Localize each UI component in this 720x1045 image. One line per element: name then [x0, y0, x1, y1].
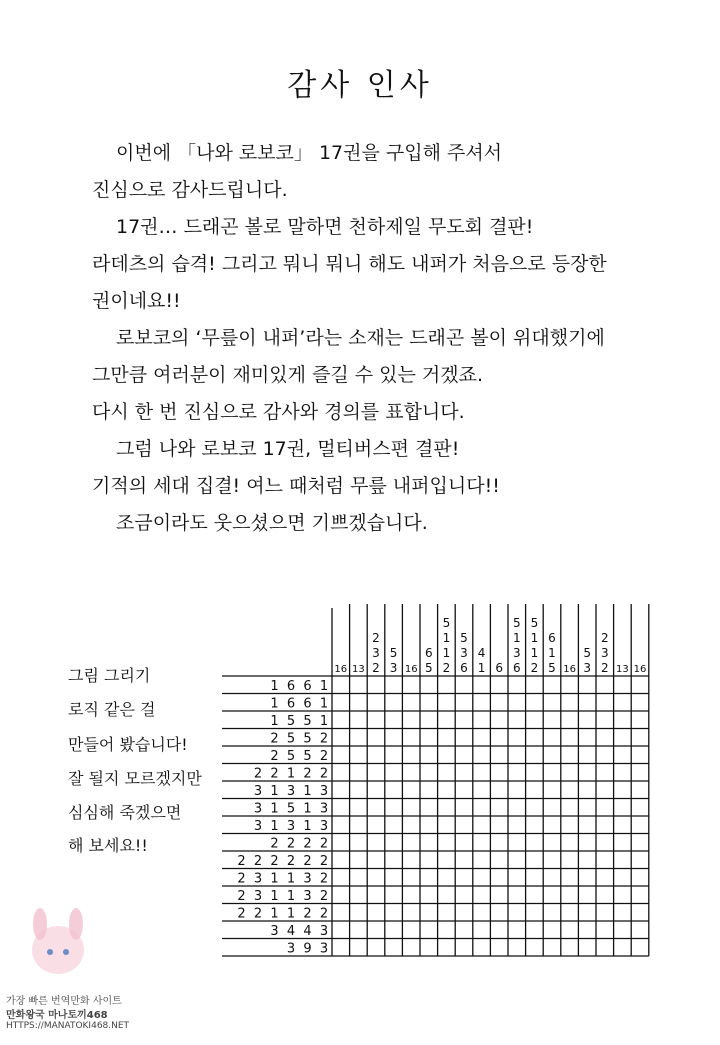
- column-clue-number: 6: [512, 661, 521, 675]
- column-clue-number: 2: [372, 631, 380, 645]
- row-clue-number: 2: [319, 888, 329, 904]
- letter-line: 로보코의 ‘무릎이 내퍼’라는 소재는 드래곤 볼이 위대했기에: [116, 327, 605, 349]
- watermark-line: 가장 빠른 번역만화 사이트: [6, 996, 122, 1007]
- row-clue-number: 3: [253, 871, 263, 887]
- column-clue-number: 1: [477, 661, 486, 675]
- row-clue-number: 2: [303, 853, 312, 869]
- column-clue-number: 4: [477, 646, 486, 660]
- row-clue-number: 5: [286, 748, 296, 764]
- note-line: 해 보세요!!: [68, 836, 148, 855]
- column-clue-number: 5: [530, 616, 539, 630]
- column-clue-number: 1: [530, 646, 539, 660]
- column-clue-number: 5: [460, 631, 468, 645]
- row-clue-number: 1: [270, 696, 279, 712]
- note-line: 심심해 죽겠으면: [68, 803, 182, 822]
- row-clue-number: 5: [303, 713, 312, 729]
- column-clue-number: 13: [352, 664, 365, 675]
- column-clue-number: 1: [548, 646, 556, 660]
- letter-line: 조금이라도 웃으셨으면 기쁘겠습니다.: [116, 512, 428, 534]
- column-clue-number: 6: [495, 661, 504, 675]
- column-clue-number: 2: [372, 661, 380, 675]
- row-clue-number: 2: [319, 906, 329, 922]
- row-clue-number: 2: [237, 853, 246, 869]
- row-clue-number: 2: [286, 853, 296, 869]
- column-clue-number: 5: [583, 646, 592, 660]
- row-clue-number: 1: [270, 801, 279, 817]
- row-clue-number: 6: [286, 678, 296, 694]
- column-clue-number: 3: [583, 661, 592, 675]
- row-clue-number: 5: [286, 801, 296, 817]
- row-clue-number: 4: [286, 923, 296, 939]
- column-clue-number: 3: [600, 646, 609, 660]
- row-clue-number: 3: [319, 801, 329, 817]
- row-clue-number: 3: [253, 818, 263, 834]
- row-clue-number: 3: [253, 801, 263, 817]
- watermark-line: 만화왕국 마나토끼468: [6, 1010, 108, 1021]
- row-clue-number: 5: [286, 731, 296, 747]
- row-clue-number: 3: [319, 923, 329, 939]
- column-clue-number: 16: [563, 664, 576, 675]
- row-clue-number: 1: [319, 696, 329, 712]
- row-clue-number: 2: [319, 766, 329, 782]
- row-clue-number: 5: [303, 731, 312, 747]
- row-clue-number: 2: [237, 888, 246, 904]
- row-clue-number: 2: [253, 906, 263, 922]
- row-clue-number: 1: [286, 906, 296, 922]
- row-clue-number: 2: [270, 748, 279, 764]
- row-clue-number: 1: [319, 678, 329, 694]
- row-clue-number: 1: [270, 713, 279, 729]
- row-clue-number: 1: [270, 906, 279, 922]
- column-clue-number: 5: [442, 616, 451, 630]
- row-clue-number: 2: [270, 766, 279, 782]
- column-clue-number: 2: [530, 661, 539, 675]
- row-clue-number: 2: [319, 836, 329, 852]
- row-clue-number: 2: [270, 853, 279, 869]
- letter-line: 17권… 드래곤 볼로 말하면 천하제일 무도회 결판!: [116, 216, 534, 238]
- column-clue-number: 5: [548, 661, 556, 675]
- row-clue-number: 5: [286, 713, 296, 729]
- row-clue-number: 6: [286, 696, 296, 712]
- column-clue-number: 6: [460, 661, 468, 675]
- note-line: 그림 그리기: [68, 666, 151, 685]
- column-clue-number: 1: [442, 646, 451, 660]
- row-clue-number: 1: [270, 783, 279, 799]
- column-clue-number: 1: [442, 631, 451, 645]
- row-clue-number: 1: [303, 801, 312, 817]
- row-clue-number: 2: [319, 731, 329, 747]
- row-clue-number: 1: [270, 678, 279, 694]
- row-clue-number: 2: [270, 836, 279, 852]
- row-clue-number: 1: [303, 818, 312, 834]
- letter-line: 권이네요!!: [92, 290, 181, 312]
- row-clue-number: 3: [319, 941, 329, 957]
- watermark-line: HTTPS://MANATOKI468.NET: [6, 1021, 130, 1031]
- row-clue-number: 6: [303, 678, 312, 694]
- row-clue-number: 3: [286, 783, 296, 799]
- column-clue-number: 2: [600, 631, 609, 645]
- row-clue-number: 1: [319, 713, 329, 729]
- row-clue-number: 3: [303, 888, 312, 904]
- row-clue-number: 3: [253, 888, 263, 904]
- letter-line: 그만큼 여러분이 재미있게 즐길 수 있는 거겠죠.: [92, 364, 484, 386]
- row-clue-number: 3: [319, 783, 329, 799]
- column-clue-number: 3: [372, 646, 380, 660]
- column-clue-number: 1: [530, 631, 539, 645]
- row-clue-number: 3: [286, 818, 296, 834]
- row-clue-number: 2: [253, 766, 263, 782]
- site-watermark: [0, 900, 140, 1040]
- row-clue-number: 2: [237, 906, 246, 922]
- column-clue-number: 5: [389, 646, 398, 660]
- row-clue-number: 1: [286, 888, 296, 904]
- row-clue-number: 2: [286, 836, 296, 852]
- letter-line: 다시 한 번 진심으로 감사와 경의를 표합니다.: [92, 401, 465, 423]
- letter-line: 그럼 나와 로보코 17권, 멀티버스편 결판!: [116, 438, 460, 460]
- row-clue-number: 5: [303, 748, 312, 764]
- row-clue-number: 1: [286, 766, 296, 782]
- row-clue-number: 3: [319, 818, 329, 834]
- row-clue-number: 1: [303, 783, 312, 799]
- column-clue-number: 5: [512, 616, 521, 630]
- row-clue-number: 2: [270, 731, 279, 747]
- row-clue-number: 1: [270, 818, 279, 834]
- column-clue-number: 16: [404, 664, 418, 675]
- column-clue-number: 6: [548, 631, 556, 645]
- row-clue-number: 2: [319, 853, 329, 869]
- column-clue-number: 2: [442, 661, 451, 675]
- row-clue-number: 6: [303, 696, 312, 712]
- note-line: 로직 같은 걸: [68, 700, 156, 719]
- page-title: 감사 인사: [287, 68, 433, 103]
- column-clue-number: 6: [424, 646, 433, 660]
- column-clue-number: 5: [424, 661, 433, 675]
- column-clue-number: 13: [616, 664, 629, 675]
- row-clue-number: 2: [303, 766, 312, 782]
- row-clue-number: 2: [237, 871, 246, 887]
- column-clue-number: 16: [334, 664, 348, 675]
- column-clue-number: 3: [512, 646, 521, 660]
- row-clue-number: 4: [303, 923, 312, 939]
- row-clue-number: 1: [286, 871, 296, 887]
- letter-line: 기적의 세대 집결! 여느 때처럼 무릎 내퍼입니다!!: [92, 475, 500, 497]
- letter-line: 진심으로 감사드립니다.: [92, 179, 288, 201]
- column-clue-number: 3: [389, 661, 398, 675]
- note-line: 만들어 봤습니다!: [68, 735, 188, 754]
- row-clue-number: 2: [319, 748, 329, 764]
- column-clue-number: 16: [633, 664, 647, 675]
- row-clue-number: 2: [303, 906, 312, 922]
- row-clue-number: 9: [303, 941, 312, 957]
- row-clue-number: 1: [270, 871, 279, 887]
- row-clue-number: 3: [270, 923, 279, 939]
- note-line: 잘 될지 모르겠지만: [68, 769, 202, 788]
- column-clue-number: 3: [460, 646, 468, 660]
- column-clue-number: 2: [600, 661, 609, 675]
- letter-line: 이번에 「나와 로보코」 17권을 구입해 주셔서: [116, 142, 503, 164]
- row-clue-number: 3: [253, 783, 263, 799]
- letter-line: 라데츠의 습격! 그리고 뭐니 뭐니 해도 내퍼가 처음으로 등장한: [92, 253, 607, 275]
- row-clue-number: 1: [270, 888, 279, 904]
- row-clue-number: 2: [253, 853, 263, 869]
- row-clue-number: 2: [303, 836, 312, 852]
- column-clue-number: 1: [512, 631, 521, 645]
- row-clue-number: 3: [286, 941, 296, 957]
- row-clue-number: 2: [319, 871, 329, 887]
- row-clue-number: 3: [303, 871, 312, 887]
